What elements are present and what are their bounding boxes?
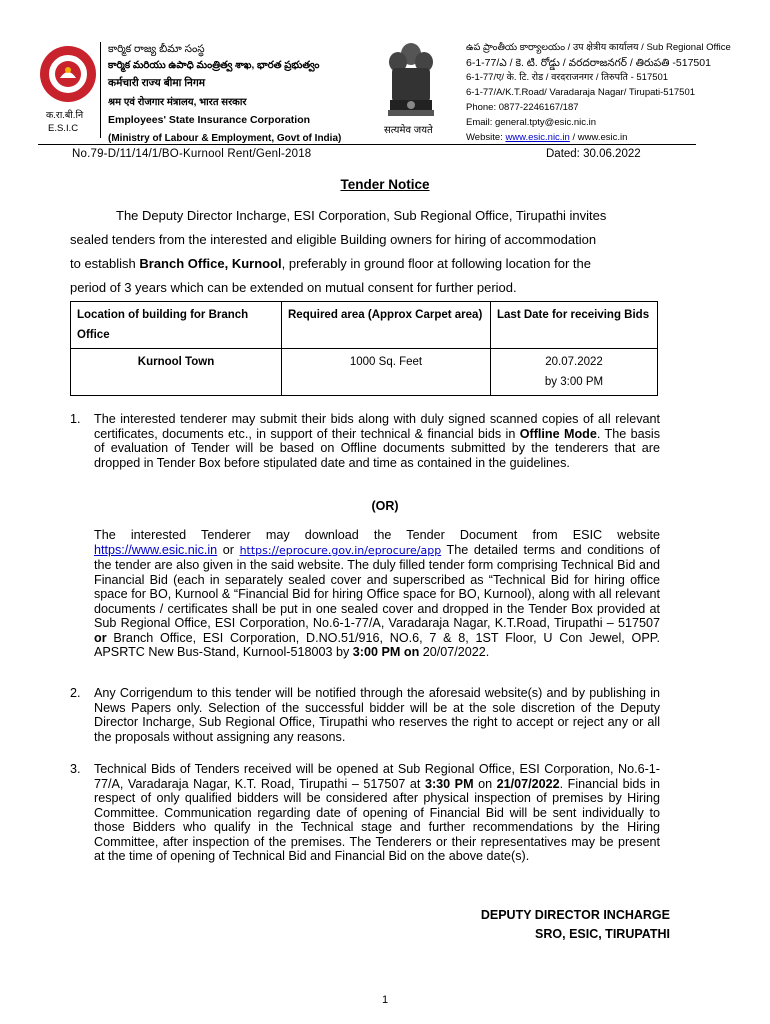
intro-paragraph [70,206,660,297]
ministry-telugu: కార్మిక మరియు ఉపాధి మంత్రిత్వ శాఖ, భారత ప్రభుత్వం [108,60,320,71]
logo-caption-hi: क.रा.बी.नि [46,110,84,121]
signature-office: SRO, ESIC, TIRUPATHI [535,927,670,941]
ministry-english: (Ministry of Labour & Employment, Govt of India) [108,133,342,144]
page-title: Tender Notice [340,177,430,192]
table-row [71,349,658,396]
org-name-hindi: कर्मचारी राज्य बीमा निगम [108,77,206,89]
phone: Phone: 0877-2246167/187 [466,102,579,113]
table-header-date: Last Date for receiving Bids [491,302,658,349]
org-names-block [108,42,341,146]
signature-designation: DEPUTY DIRECTOR INCHARGE [480,908,670,922]
logo-caption-en: E.S.I.C [48,123,79,134]
or-separator: (OR) [371,499,399,513]
item-2-number: 2. [70,686,81,700]
office-name: ఉప ప్రాంతీయ కార్యాలయం / उप क्षेत्रीय कार्यालय / Sub Regional Office [466,42,731,53]
ministry-hindi: श्रम एवं रोजगार मंत्रालय, भारत सरकार [108,97,247,108]
intro-line-2: sealed tenders from the interested and eligible Building owners for hiring of accommodation [70,232,597,247]
address-hindi: 6-1-77/ए/ के. टि. रोड / वरदराजनगर / तिरुपति - 517501 [466,72,669,83]
emblem-motto: सत्यमेव जयते [384,125,433,136]
website: Website: www.esic.nic.in / www.esic.in [466,132,628,143]
org-name-telugu: కార్మిక రాజ్య బీమా సంస్థ [108,43,205,55]
table-header-row [71,302,658,349]
table-header-location: Location of building for Branch Office [71,302,282,349]
reference-number: No.79-D/11/14/1/BO-Kurnool Rent/Genl-2018 [72,148,312,160]
intro-line-1: The Deputy Director Incharge, ESI Corporation, Sub Regional Office, Tirupathi invites [116,208,607,223]
header-divider [100,42,101,138]
office-address-block [466,42,731,144]
header-rule [38,144,696,145]
address-english: 6-1-77/A/K.T.Road/ Varadaraja Nagar/ Tirupati-517501 [466,87,696,98]
intro-line-4: period of 3 years which can be extended on mutual consent for further period. [70,280,517,295]
esic-website-link[interactable]: https://www.esic.nic.in [94,542,218,557]
table-cell-area: 1000 Sq. Feet [282,349,491,396]
page-number: 1 [381,994,389,1006]
table-cell-location: Kurnool Town [71,349,282,396]
intro-line-3: to establish Branch Office, Kurnool, preferably in ground floor at following location for the [70,256,591,271]
table-header-area: Required area (Approx Carpet area) [282,302,491,349]
item-2-text: Any Corrigendum to this tender will be notified through the aforesaid website(s) and by publishing in News Papers only. Selection of the successful bidder will be at the sole discretion of the Deputy Director Incharge, Sub Regional Office, Tirupathi who reserves the right to accept or reject any or all the proposals without assigning any reasons. [94,686,660,744]
item-1-number: 1. [70,412,81,426]
esic-logo [38,44,98,104]
email: Email: general.tpty@esic.nic.in [466,117,597,128]
website-link[interactable]: www.esic.nic.in [505,132,570,143]
item-1-text: The interested tenderer may submit their bids along with duly signed scanned copies of all relevant certificates, documents etc., in support of their technical & financial bids in Offline Mode. The basis of evaluation of Tender will be based on Offline documents submitted by the tenderers that are dropped in Tender Box before stipulated date and time as contained in the guidelines. [94,412,660,470]
item-3-text: Technical Bids of Tenders received will be opened at Sub Regional Office, ESI Corporation, No.6-1-77/A, Varadaraja Nagar, K.T. Road, Tirupathi – 517507 at 3:30 PM on 21/07/2022. Financial bids in respect of only qualified bidders will be considered after physical inspection of premises by Hiring Committee. Communication regarding date of opening of Financial Bid will be sent individually to those Bidders who qualify in the Technical stage and further recommendations by the Hiring Committee, after inspection of the premises. The Tenderers or their representatives may be present at the time of opening of Technical Bid and Financial Bid on the above date(s). [94,762,661,863]
tender-details-table [70,301,658,396]
table-cell-date: 20.07.2022 by 3:00 PM [491,349,658,396]
dated: Dated: 30.06.2022 [546,148,641,160]
item-3-number: 3. [70,762,81,776]
eprocure-link[interactable]: https://eprocure.gov.in/eprocure/app [239,543,442,557]
national-emblem [382,38,440,122]
or-paragraph: The interested Tenderer may download the Tender Document from ESIC website https://www.esic.nic.in or https://eprocure.gov.in/eprocure/app The detailed terms and conditions of the tender are also given in the said website. The duly filled tender form comprising Technical Bid and Financial Bid (each in separately sealed cover and superscribed as “Technical Bid for hiring office space for BO, Kurnool & “Financial Bid for hiring Office space for BO, Kurnool), along with all relevant documents / certificates shall be put in one sealed cover and dropped in the Tender Box provided at Sub Regional Office, ESI Corporation, No.6-1-77/A, Varadaraja Nagar, K.T.Road, Tirupathi – 517507 or Branch Office, ESI Corporation, D.NO.51/916, NO.6, 7 & 8, 1ST Floor, U Con Jewel, OPP. APSRTC New Bus-Stand, Kurnool-518003 by 3:00 PM on 20/07/2022. [94,528,661,659]
org-name-english: Employees' State Insurance Corporation [108,114,311,126]
address-telugu: 6-1-77/ఎ / కె. టి. రోడ్డు / వరదరాజనగర్ / తిరుపతి -517501 [466,57,711,69]
